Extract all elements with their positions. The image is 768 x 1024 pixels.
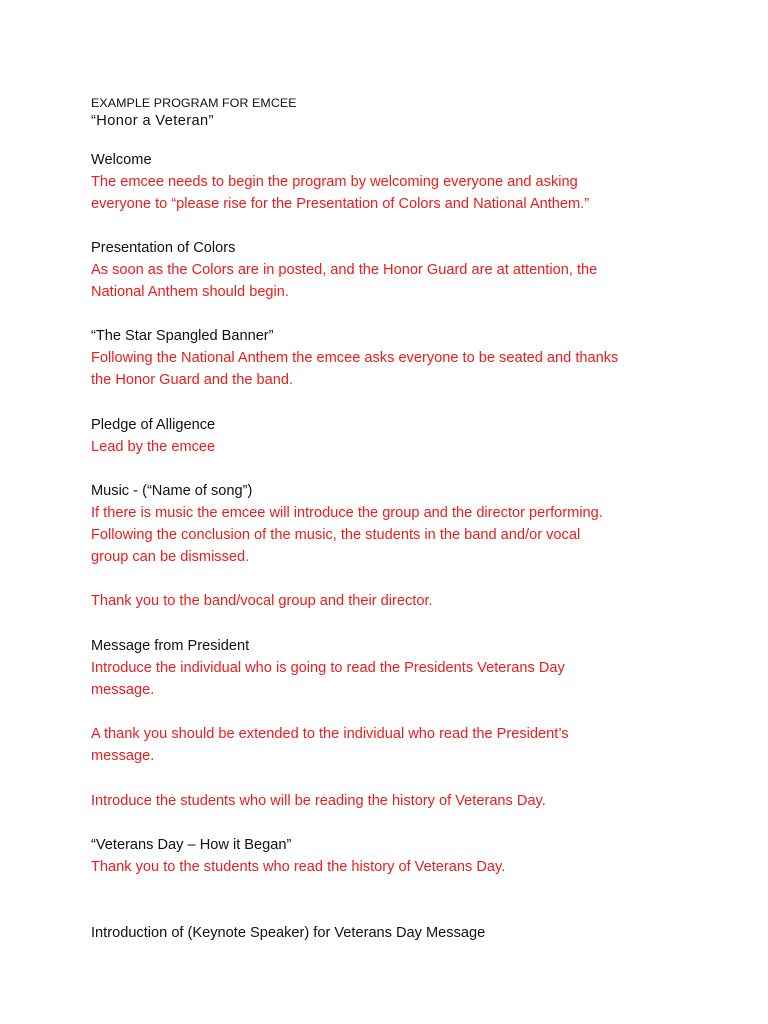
section-heading-welcome: Welcome bbox=[91, 152, 152, 168]
document-title: EXAMPLE PROGRAM FOR EMCEE bbox=[91, 96, 297, 110]
instruction-line: The emcee needs to begin the program by welcoming everyone and asking bbox=[91, 174, 578, 190]
section-heading-veterans-day-history: “Veterans Day – How it Began” bbox=[91, 837, 292, 853]
instruction-line: group can be dismissed. bbox=[91, 549, 250, 565]
section-heading-presentation-of-colors: Presentation of Colors bbox=[91, 240, 236, 256]
document-subtitle: “Honor a Veteran” bbox=[91, 113, 214, 129]
instruction-line: message. bbox=[91, 748, 155, 764]
instruction-line: Lead by the emcee bbox=[91, 439, 216, 455]
section-heading-keynote-introduction: Introduction of (Keynote Speaker) for Veterans Day Message bbox=[91, 925, 486, 941]
section-heading-pledge: Pledge of Alligence bbox=[91, 417, 216, 433]
instruction-line: A thank you should be extended to the individual who read the President’s bbox=[91, 726, 569, 742]
instruction-line: Thank you to the band/vocal group and their director. bbox=[91, 593, 433, 609]
instruction-line: If there is music the emcee will introduce the group and the director performing. bbox=[91, 505, 603, 521]
instruction-line: Thank you to the students who read the history of Veterans Day. bbox=[91, 859, 506, 875]
instruction-line: Introduce the students who will be reading the history of Veterans Day. bbox=[91, 793, 546, 809]
instruction-line: As soon as the Colors are in posted, and the Honor Guard are at attention, the bbox=[91, 262, 598, 278]
instruction-line: everyone to “please rise for the Presentation of Colors and National Anthem.” bbox=[91, 196, 590, 212]
instruction-line: the Honor Guard and the band. bbox=[91, 372, 294, 388]
instruction-line: Introduce the individual who is going to read the Presidents Veterans Day bbox=[91, 660, 565, 676]
section-heading-message-from-president: Message from President bbox=[91, 638, 250, 654]
section-heading-star-spangled-banner: “The Star Spangled Banner” bbox=[91, 328, 274, 344]
instruction-line: National Anthem should begin. bbox=[91, 284, 289, 300]
instruction-line: Following the conclusion of the music, the students in the band and/or vocal bbox=[91, 527, 581, 543]
instruction-line: message. bbox=[91, 682, 155, 698]
instruction-line: Following the National Anthem the emcee asks everyone to be seated and thanks bbox=[91, 350, 619, 366]
section-heading-music: Music - (“Name of song”) bbox=[91, 483, 253, 499]
